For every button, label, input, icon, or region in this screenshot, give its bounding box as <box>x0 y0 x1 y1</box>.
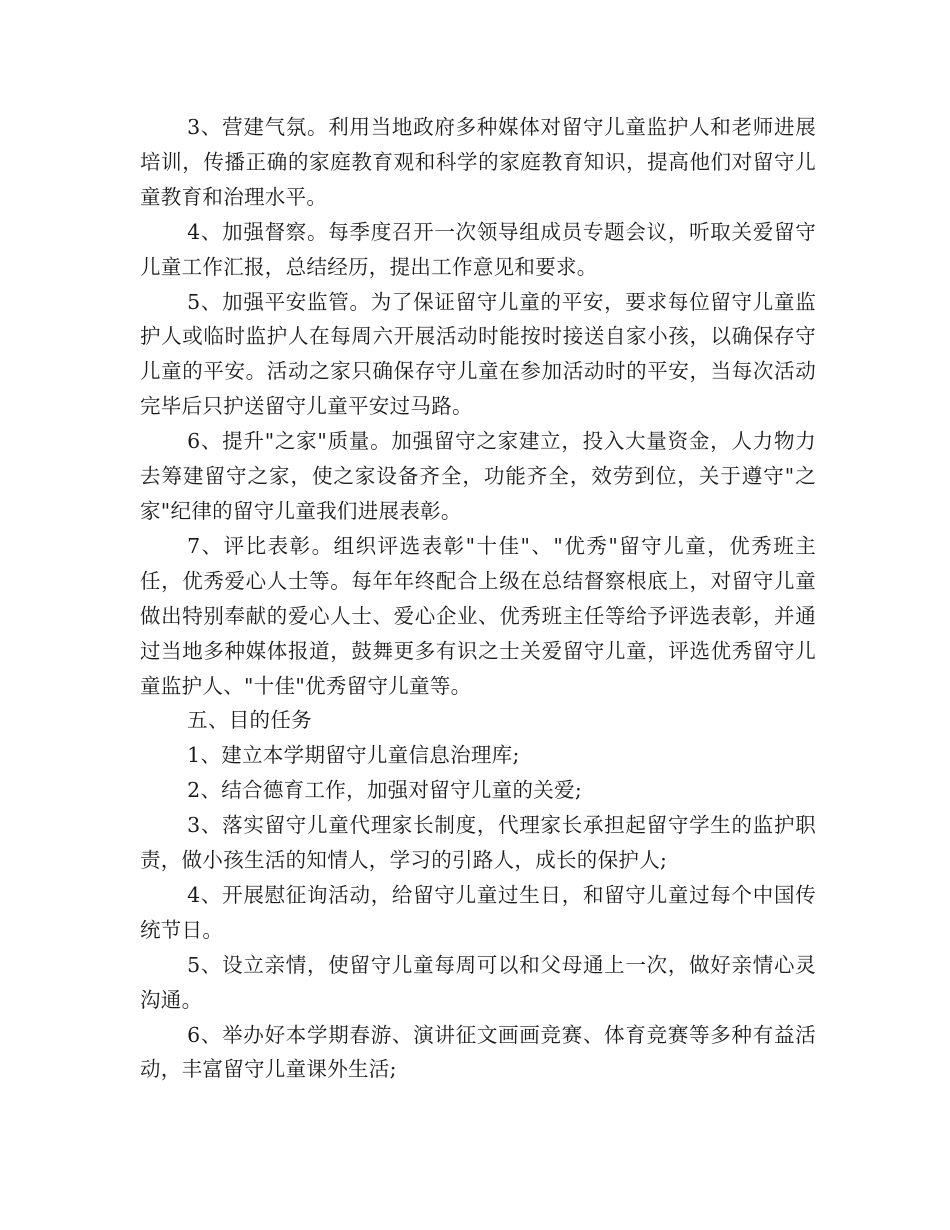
task-item-2: 2、结合德育工作，加强对留守儿童的关爱; <box>187 778 583 803</box>
paragraph-5-safety: 5、加强平安监管。为了保证留守儿童的平安，要求每位留守儿童监护人或临时监护人在每周六开展活动时能按时接送自家小孩，以确保存守儿童的平安。活动之家只确保存守儿童在参加活动时的平安，当每次活动完毕后只护送留守儿童平安过马路。 <box>140 289 816 419</box>
paragraph-4-supervision: 4、加强督察。每季度召开一次领导组成员专题会议，听取关爱留守儿童工作汇报，总结经历，提出工作意见和要求。 <box>140 219 816 279</box>
task-item-4: 4、开展慰征询活动，给留守儿童过生日，和留守儿童过每个中国传统节日。 <box>140 882 816 942</box>
task-item-6: 6、举办好本学期春游、演讲征文画画竞赛、体育竞赛等多种有益活动，丰富留守儿童课外生活; <box>140 1022 816 1082</box>
section-heading: 五、目的任务 <box>187 708 312 733</box>
task-item-5: 5、设立亲情，使留守儿童每周可以和父母通上一次，做好亲情心灵沟通。 <box>140 952 816 1012</box>
paragraph-6-home-quality: 6、提升"之家"质量。加强留守之家建立，投入大量资金，人力物力去筹建留守之家，使之家设备齐全，功能齐全，效劳到位，关于遵守"之家"纪律的留守儿童我们进展表彰。 <box>140 429 816 523</box>
paragraph-7-awards: 7、评比表彰。组织评选表彰"十佳"、"优秀"留守儿童，优秀班主任，优秀爱心人士等。每年年终配合上级在总结督察根底上，对留守儿童做出特别奉献的爱心人士、爱心企业、优秀班主任等给予评选表彰，并通过当地多种媒体报道，鼓舞更多有识之士关爱留守儿童，评选优秀留守儿童监护人、"十佳"优秀留守儿童等。 <box>140 533 816 698</box>
task-item-3: 3、落实留守儿童代理家长制度，代理家长承担起留守学生的监护职责，做小孩生活的知情人，学习的引路人，成长的保护人; <box>140 813 816 873</box>
paragraph-3-atmosphere: 3、营建气氛。利用当地政府多种媒体对留守儿童监护人和老师进展培训，传播正确的家庭教育观和科学的家庭教育知识，提高他们对留守儿童教育和治理水平。 <box>140 115 816 209</box>
task-item-1: 1、建立本学期留守儿童信息治理库; <box>187 743 520 768</box>
